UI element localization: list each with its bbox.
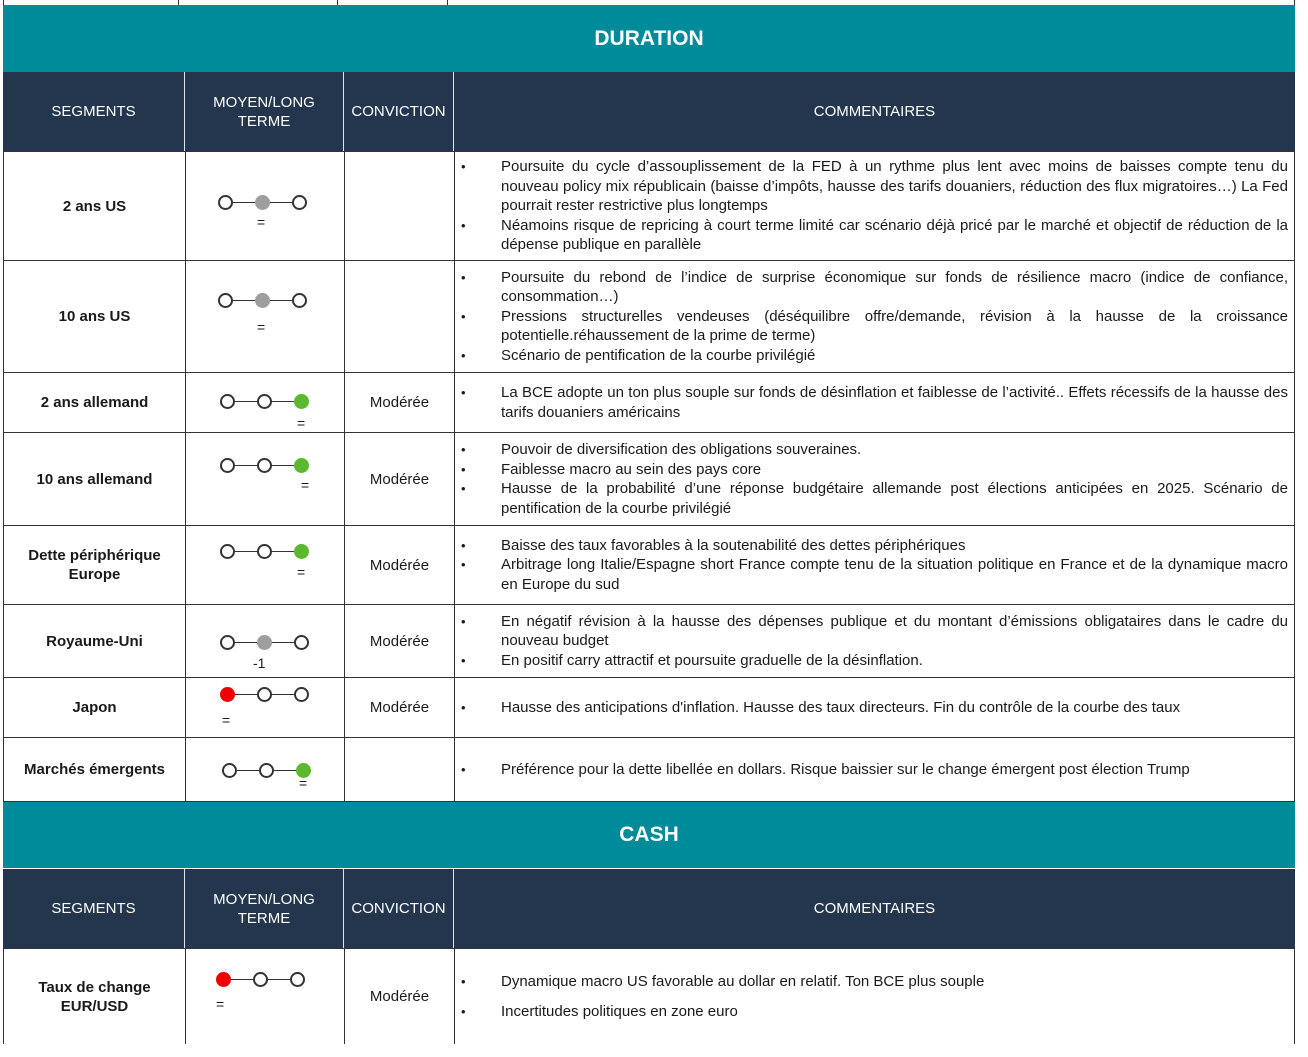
scale-dot-empty — [292, 293, 307, 308]
trend-label: = — [257, 214, 266, 230]
comment-item: • Néamoins risque de repricing à court terme limité car scénario déjà pricé par le marché et objectif de réduction de la dépense publique en parallèle — [455, 216, 1288, 255]
comment-item: • Scénario de pentification de la courbe privilégié — [455, 346, 1288, 366]
comment-item: • En négatif révision à la hausse des dépenses publique et du montant d’émissions obligataires dans le cadre du nouveau budget — [455, 612, 1288, 651]
scale-dots — [220, 687, 309, 702]
table-row — [4, 738, 1294, 802]
scale-dots — [220, 458, 309, 473]
header-segments: SEGMENTS — [3, 72, 185, 151]
scale-connector — [237, 770, 259, 772]
scale-dot-empty — [220, 394, 235, 409]
comments-cell — [455, 526, 1294, 604]
scale-dot-empty — [294, 635, 309, 650]
scale-dots — [220, 635, 309, 650]
comments-cell — [455, 261, 1294, 372]
scale-dot-red — [220, 687, 235, 702]
comment-item: • En positif carry attractif et poursuite graduelle de la désinflation. — [455, 651, 1288, 671]
trend-label: = — [222, 712, 231, 728]
header-comments: COMMENTAIRES — [813, 900, 936, 917]
comment-item: • Préférence pour la dette libellée en dollars. Risque baissier sur le change émergent post élection Trump — [455, 760, 1288, 780]
scale-connector — [268, 979, 290, 981]
scale-dot-empty — [290, 972, 305, 987]
trend-label: = — [297, 415, 306, 431]
comment-item: • Poursuite du rebond de l’indice de surprise économique sur fonds de résilience macro (indice de confiance, consommation…) — [455, 268, 1288, 307]
scale-dots — [222, 763, 311, 778]
scale-dots — [220, 394, 309, 409]
scale-dot-red — [216, 972, 231, 987]
term-indicator — [186, 678, 345, 737]
table-row — [4, 261, 1294, 373]
scale-dot-empty — [220, 635, 235, 650]
header-conviction: CONVICTION — [344, 869, 454, 948]
scale-dot-empty — [220, 458, 235, 473]
comments-cell — [455, 949, 1294, 1044]
comments-cell — [455, 605, 1294, 677]
comment-item: • Faiblesse macro au sein des pays core — [455, 460, 1288, 480]
term-indicator — [186, 433, 345, 525]
comments-cell — [455, 152, 1294, 260]
table-row — [4, 605, 1294, 678]
scale-dot-green — [294, 458, 309, 473]
trend-label: = — [301, 477, 310, 493]
comment-item: • Arbitrage long Italie/Espagne short France compte tenu de la situation politique en France et de la dynamique macro en Europe du sud — [455, 555, 1288, 594]
segment-label: Japon — [4, 678, 186, 737]
term-indicator — [186, 605, 345, 677]
comments-cell — [455, 678, 1294, 737]
trend-label: = — [297, 564, 306, 580]
scale-dot-empty — [292, 195, 307, 210]
term-indicator — [186, 526, 345, 604]
conviction-value: Modérée — [345, 433, 455, 525]
trend-label: = — [216, 996, 225, 1012]
conviction-value — [345, 261, 455, 372]
scale-dot-empty — [257, 394, 272, 409]
conviction-value: Modérée — [345, 949, 455, 1044]
scale-connector — [274, 770, 296, 772]
scale-dots — [218, 293, 307, 308]
scale-dot-empty — [220, 544, 235, 559]
duration-table — [3, 151, 1295, 802]
comment-item: • Pouvoir de diversification des obligations souveraines. — [455, 440, 1288, 460]
comment-item: • Baisse des taux favorables à la soutenabilité des dettes périphériques — [455, 536, 1288, 556]
term-indicator — [186, 373, 345, 432]
scale-connector — [272, 642, 294, 644]
scale-connector — [272, 694, 294, 696]
scale-dots — [220, 544, 309, 559]
duration-section-title: DURATION — [3, 5, 1295, 72]
conviction-value: Modérée — [345, 373, 455, 432]
comments-cell — [455, 433, 1294, 525]
scale-dot-empty — [257, 458, 272, 473]
scale-connector — [231, 979, 253, 981]
conviction-value: Modérée — [345, 678, 455, 737]
header-segments: SEGMENTS — [3, 869, 185, 948]
duration-header-row — [3, 72, 1295, 151]
scale-connector — [272, 465, 294, 467]
segment-label: Taux de change EUR/USD — [4, 949, 186, 1044]
cash-section-title: CASH — [3, 802, 1295, 868]
scale-connector — [235, 465, 257, 467]
header-term: MOYEN/LONG TERME — [185, 72, 344, 151]
scale-dots — [218, 195, 307, 210]
cash-table — [3, 948, 1295, 1044]
cash-header-row — [3, 869, 1295, 948]
segment-label: Marchés émergents — [4, 738, 186, 801]
comment-item: • Hausse des anticipations d'inflation. Hausse des taux directeurs. Fin du contrôle de la courbe des taux — [455, 698, 1288, 718]
scale-dot-green — [294, 394, 309, 409]
conviction-value — [345, 738, 455, 801]
conviction-value — [345, 152, 455, 260]
table-row — [4, 526, 1294, 605]
table-row — [4, 949, 1294, 1044]
trend-label: = — [299, 775, 308, 791]
scale-dot-empty — [257, 544, 272, 559]
conviction-value: Modérée — [345, 605, 455, 677]
scale-dot-empty — [218, 195, 233, 210]
segment-label: 2 ans allemand — [4, 373, 186, 432]
trend-label: = — [257, 319, 266, 335]
header-conviction: CONVICTION — [344, 72, 454, 151]
scale-dot-empty — [222, 763, 237, 778]
conviction-value: Modérée — [345, 526, 455, 604]
scale-connector — [272, 401, 294, 403]
table-row — [4, 678, 1294, 738]
scale-connector — [235, 401, 257, 403]
table-row — [4, 152, 1294, 261]
term-indicator — [186, 738, 345, 801]
scale-connector — [235, 694, 257, 696]
scale-connector — [233, 202, 255, 204]
term-indicator — [186, 949, 345, 1044]
scale-dot-gray — [255, 293, 270, 308]
segment-label: 10 ans allemand — [4, 433, 186, 525]
segment-label: Dette périphérique Europe — [4, 526, 186, 604]
scale-connector — [235, 551, 257, 553]
scale-dot-green — [294, 544, 309, 559]
comment-item: • Hausse de la probabilité d’une réponse budgétaire allemande post élections anticipées en 2025. Scénario de pentification de la courbe privilégié — [455, 479, 1288, 518]
scale-dot-gray — [257, 635, 272, 650]
scale-dots — [216, 972, 305, 987]
scale-dot-empty — [253, 972, 268, 987]
scale-dot-empty — [294, 687, 309, 702]
segment-label: Royaume-Uni — [4, 605, 186, 677]
scale-connector — [272, 551, 294, 553]
term-indicator — [186, 261, 345, 372]
scale-connector — [235, 642, 257, 644]
table-row — [4, 373, 1294, 433]
comments-cell — [455, 738, 1294, 801]
segment-label: 10 ans US — [4, 261, 186, 372]
segment-label: 2 ans US — [4, 152, 186, 260]
header-comments: COMMENTAIRES — [813, 103, 936, 120]
scale-dot-gray — [255, 195, 270, 210]
comments-cell — [455, 373, 1294, 432]
comment-item: • La BCE adopte un ton plus souple sur fonds de désinflation et faiblesse de l’activité.. Effets récessifs de la hausse des tarifs douaniers américains — [455, 383, 1288, 422]
scale-dot-empty — [259, 763, 274, 778]
comment-item: • Incertitudes politiques en zone euro — [455, 1002, 1288, 1022]
scale-dot-empty — [257, 687, 272, 702]
header-term: MOYEN/LONG TERME — [185, 869, 344, 948]
comment-item: • Poursuite du cycle d’assouplissement de la FED à un rythme plus lent avec moins de baisses compte tenu du nouveau policy mix républicain (baisse d’impôts, hausse des tarifs douaniers, réduction des flux migratoires…) La Fed pourrait rester restrictive plus longtemps — [455, 157, 1288, 216]
trend-label: -1 — [253, 655, 266, 671]
term-indicator — [186, 152, 345, 260]
scale-connector — [270, 202, 292, 204]
scale-connector — [233, 300, 255, 302]
table-row — [4, 433, 1294, 526]
comment-item: • Dynamique macro US favorable au dollar en relatif. Ton BCE plus souple — [455, 972, 1288, 992]
comment-item: • Pressions structurelles vendeuses (déséquilibre offre/demande, révision à la hausse de la croissance potentielle.réhaussement de la prime de terme) — [455, 307, 1288, 346]
scale-dot-empty — [218, 293, 233, 308]
scale-connector — [270, 300, 292, 302]
